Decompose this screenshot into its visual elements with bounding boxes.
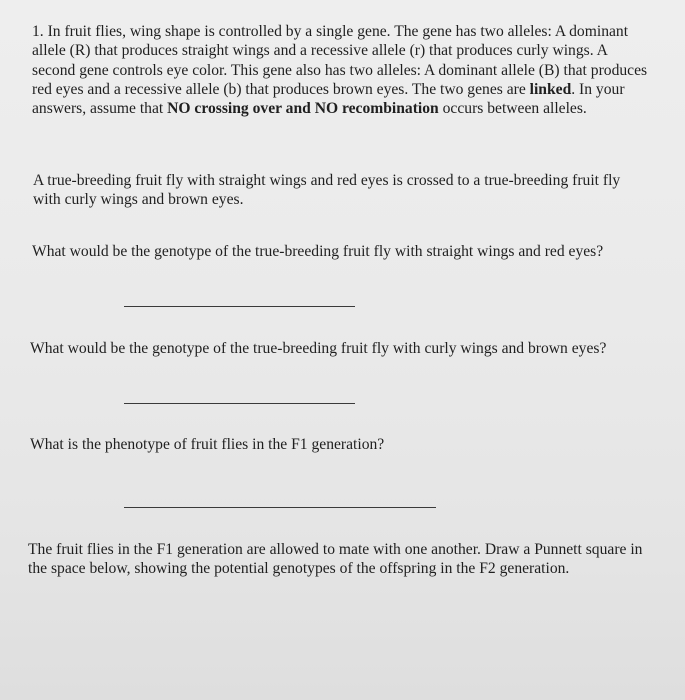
intro-bold-no-crossing: NO crossing over and NO recombination [167, 100, 439, 118]
punnett-square-workspace[interactable] [28, 612, 652, 692]
answer-line-2[interactable] [124, 403, 355, 404]
question-2: What would be the genotype of the true-breeding fruit fly with curly wings and brown eyes? [30, 340, 607, 357]
answer-line-3[interactable] [124, 507, 436, 508]
intro-text-part3: occurs between alleles. [438, 100, 587, 118]
intro-paragraph [32, 22, 654, 118]
question-1: What would be the genotype of the true-breeding fruit fly with straight wings and red eyes? [32, 243, 604, 260]
cross-statement: A true-breeding fruit fly with straight wings and red eyes is crossed to a true-breeding fruit fly with curly wings and brown eyes. [33, 172, 621, 209]
answer-line-1[interactable] [124, 306, 355, 307]
intro-text-part1: 1. In fruit flies, wing shape is controlled by a single gene. The gene has two alleles: A dominant allele (R) that produces straight wings and a recessive allele (r) that produces curly wings. A second gene controls eye color. This gene also has two alleles: A dominant allele (B) that produces red eyes and a recessive allele (b) that produces brown eyes. The two genes are [32, 23, 648, 98]
question-3: What is the phenotype of fruit flies in the F1 generation? [30, 436, 385, 453]
punnett-prompt: The fruit flies in the F1 generation are allowed to mate with one another. Draw a Punnett square in the space below, showing the potential genotypes of the offspring in the F2 generation. [28, 541, 643, 578]
intro-bold-linked: linked [529, 80, 572, 98]
intro-text-part2: . In your answers, assume that [32, 80, 625, 118]
